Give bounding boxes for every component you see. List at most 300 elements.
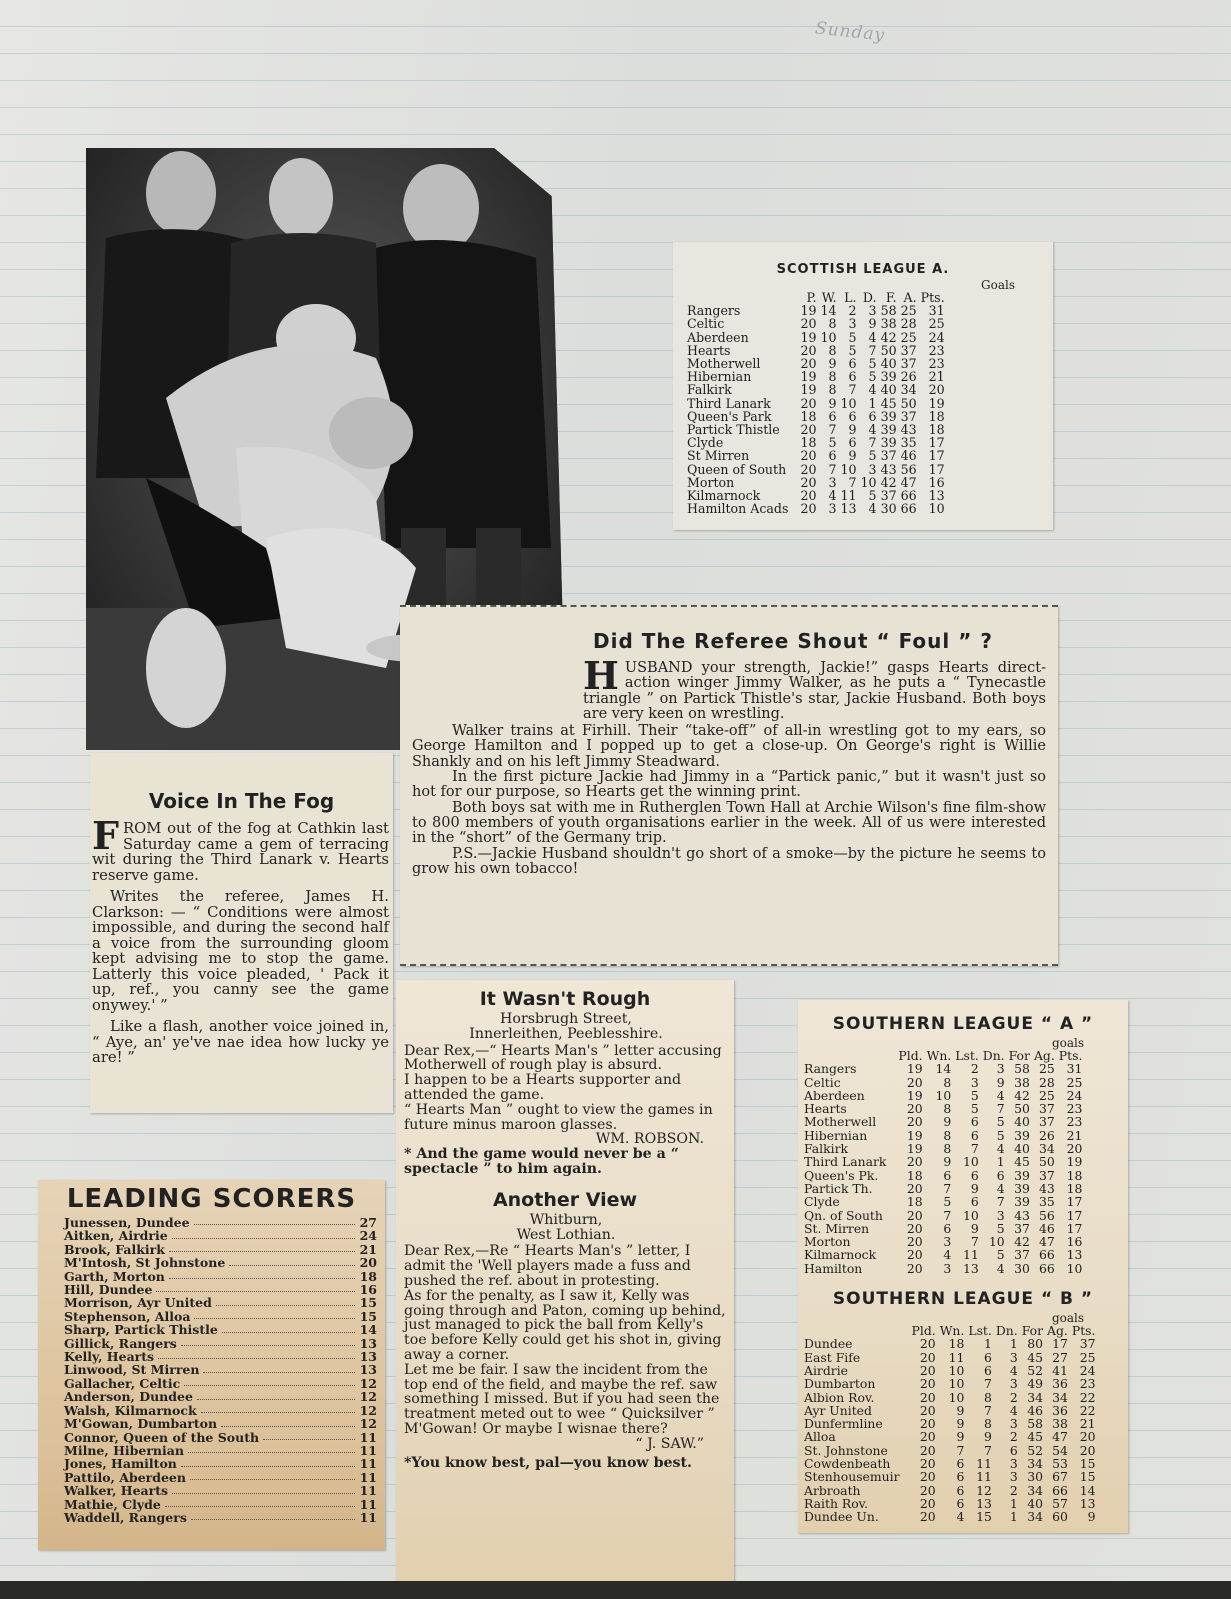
table-row (802, 1510, 1097, 1523)
stat-cell: 34 (900, 382, 917, 398)
stat-cell: 20 (800, 448, 817, 464)
scorer-row (38, 1404, 385, 1417)
leader-dots (169, 1243, 355, 1252)
scorer-name: M'Gowan, Dumbarton (64, 1416, 218, 1432)
voice-story-dropcap: F (92, 813, 119, 858)
stat-cell: 24 (928, 329, 945, 345)
team-name: Celtic (804, 1074, 841, 1090)
team-name: Hamilton (804, 1260, 863, 1276)
stat-cell: 5 (996, 1220, 1005, 1236)
scorer-row (38, 1229, 385, 1242)
stat-cell: 46 (1027, 1402, 1044, 1418)
team-name: Hibernian (687, 369, 752, 385)
stat-cell: 21 (1079, 1416, 1096, 1432)
stat-cell: 36 (1052, 1402, 1068, 1418)
stat-cell: 49 (1027, 1376, 1044, 1392)
stat-cell: 1 (983, 1336, 992, 1352)
voice-story-para3: Like a flash, another voice joined in, “ Aye, an' ye've nae idea how lucky ye are! ” (92, 1018, 389, 1066)
scorer-name: Anderson, Dundee (64, 1389, 193, 1405)
stat-cell: 20 (906, 1247, 923, 1263)
table-row (685, 331, 947, 344)
stat-cell: 20 (919, 1336, 936, 1352)
stat-cell: 7 (943, 1207, 952, 1223)
stat-cell: 3 (943, 1260, 952, 1276)
stat-cell: 42 (1014, 1087, 1030, 1103)
voice-in-the-fog-clipping (90, 753, 393, 1113)
scorer-row (38, 1323, 385, 1336)
stat-cell: 20 (919, 1389, 936, 1405)
stat-cell: 14 (820, 303, 837, 319)
column-header: Lst. (968, 1323, 992, 1339)
leader-dots (197, 1390, 355, 1399)
stat-cell: 25 (1038, 1061, 1055, 1077)
column-header: L. (844, 290, 857, 305)
stat-cell: 7 (868, 342, 877, 358)
scorer-name: Garth, Morton (64, 1268, 165, 1284)
letter2-headline: Another View (492, 1188, 638, 1211)
stat-cell: 3 (943, 1234, 952, 1250)
referee-story-para1: USBAND your strength, Jackie!” gasps Hearts direct-action winger Jimmy Walker, as he puts a “ Tynecastle triangle ” on Partick Thistle's star, Jackie Husband. Both boys are very keen on wrestling. (583, 660, 1046, 722)
team-name: Aberdeen (687, 329, 749, 345)
table-row (685, 317, 947, 330)
stat-cell: 34 (1027, 1509, 1044, 1525)
stat-cell: 39 (880, 408, 897, 424)
stat-cell: 5 (943, 1194, 952, 1210)
stat-cell: 19 (928, 395, 945, 411)
referee-story-lead (583, 653, 1046, 722)
stat-cell: 20 (919, 1402, 936, 1418)
table-row (802, 1444, 1097, 1457)
stat-cell: 4 (996, 1141, 1005, 1157)
stat-cell: 4 (996, 1260, 1005, 1276)
stat-cell: 39 (880, 369, 897, 385)
scorer-name: Gallacher, Celtic (64, 1375, 181, 1391)
table-row (802, 1377, 1097, 1390)
scorer-name: M'Intosh, St Johnstone (64, 1255, 226, 1271)
stat-cell: 39 (880, 435, 897, 451)
stat-cell: 8 (943, 1074, 952, 1090)
column-header: A. (903, 290, 917, 305)
stat-cell: 25 (928, 316, 945, 332)
stat-cell: 5 (848, 342, 857, 358)
scorer-goals: 27 (359, 1215, 377, 1230)
team-name: East Fife (804, 1349, 861, 1365)
stat-cell: 13 (976, 1495, 992, 1511)
stat-cell: 56 (900, 461, 917, 477)
leader-dots (184, 1377, 355, 1386)
stat-cell: 6 (956, 1469, 965, 1485)
letter2-para1: Dear Rex,—Re “ Hearts Man's ” letter, I admit the 'Well players made a fuss and pushed the ref. about in protesting. (404, 1243, 691, 1289)
stat-cell: 3 (868, 461, 877, 477)
stat-cell: 10 (948, 1376, 965, 1392)
stat-cell: 17 (1066, 1194, 1083, 1210)
stat-cell: 5 (868, 448, 877, 464)
stat-cell: 1 (1009, 1509, 1018, 1525)
stat-cell: 37 (900, 356, 917, 372)
league-a-goals-label: Goals (981, 278, 1015, 292)
stat-cell: 7 (983, 1402, 992, 1418)
team-name: Partick Thistle (687, 422, 780, 438)
stat-cell: 10 (962, 1207, 979, 1223)
stat-cell: 20 (906, 1180, 923, 1196)
scorer-row (38, 1417, 385, 1430)
stat-cell: 37 (1079, 1336, 1096, 1352)
stat-cell: 6 (848, 369, 857, 385)
scorer-goals: 12 (359, 1416, 377, 1432)
stat-cell: 7 (983, 1442, 992, 1458)
southern-a-body (802, 1062, 1084, 1275)
voice-story-para2: Writes the referee, James H. Clarkson: — “ Conditions were almost impossible, and during the second half a voice from the surrounding gloom kept advising me to stop the game. Latterly this voice pleaded, ' Pack it up, ref., you canny see the game onywey.' ” (92, 888, 389, 1014)
stat-cell: 17 (1066, 1220, 1083, 1236)
stat-cell: 39 (1014, 1127, 1030, 1143)
scorer-name: Connor, Queen of the South (64, 1429, 260, 1445)
leader-dots (158, 1350, 355, 1359)
stat-cell: 8 (983, 1389, 992, 1405)
referee-story-headline: Did The Referee Shout “ Foul ” ? (593, 629, 993, 653)
table-row (802, 1497, 1097, 1510)
column-header: W. (821, 290, 837, 305)
stat-cell: 20 (919, 1482, 936, 1498)
stat-cell: 46 (900, 448, 917, 464)
column-header: Dn. (982, 1048, 1005, 1063)
stat-cell: 1 (1009, 1336, 1018, 1352)
leader-dots (156, 1283, 355, 1292)
team-name: Falkirk (687, 382, 732, 398)
team-name: Kilmarnock (687, 488, 761, 504)
southern-leagues-clipping (798, 1000, 1128, 1533)
team-name: Qn. of South (804, 1207, 883, 1223)
stat-cell: 43 (1014, 1207, 1030, 1223)
scorer-goals: 14 (359, 1322, 377, 1338)
stat-cell: 9 (970, 1180, 979, 1196)
column-header: P. (806, 290, 817, 305)
stat-cell: 50 (880, 342, 897, 358)
stat-cell: 37 (1038, 1101, 1055, 1117)
letter1-editor-note: * And the game would never be a “ spectacle ” to him again. (404, 1146, 679, 1177)
stat-cell: 5 (868, 356, 877, 372)
stat-cell: 7 (983, 1376, 992, 1392)
stat-cell: 67 (1052, 1469, 1068, 1485)
stat-cell: 20 (906, 1260, 923, 1276)
stat-cell: 6 (983, 1349, 992, 1365)
stat-cell: 56 (1038, 1207, 1055, 1223)
stat-cell: 4 (996, 1087, 1005, 1103)
stat-cell: 52 (1027, 1362, 1044, 1378)
scorer-row (38, 1363, 385, 1376)
stat-cell: 17 (1052, 1336, 1068, 1352)
stat-cell: 18 (800, 408, 817, 424)
stat-cell: 7 (828, 461, 837, 477)
stat-cell: 43 (880, 461, 897, 477)
stat-cell: 10 (1066, 1260, 1083, 1276)
southern-a-header-row (802, 1049, 1084, 1062)
stat-cell: 8 (943, 1127, 952, 1143)
team-name: Clyde (687, 435, 724, 451)
stat-cell: 37 (900, 342, 917, 358)
stat-cell: 8 (983, 1416, 992, 1432)
stat-cell: 3 (828, 501, 837, 517)
stat-cell: 34 (1027, 1456, 1044, 1472)
stat-cell: 6 (996, 1167, 1005, 1183)
letter1-headline: It Wasn't Rough (479, 988, 651, 1010)
scorer-goals: 11 (359, 1496, 377, 1512)
stat-cell: 6 (970, 1127, 979, 1143)
stat-cell: 13 (1066, 1247, 1083, 1263)
letter1-signature: WM. ROBSON. (595, 1131, 704, 1148)
pencil-note: Sunday (814, 18, 887, 46)
leader-dots (194, 1310, 355, 1319)
table-row (802, 1337, 1097, 1350)
scorer-row (38, 1270, 385, 1283)
league-a-grid (685, 291, 947, 515)
team-name: St. Mirren (804, 1220, 870, 1236)
stat-cell: 35 (900, 435, 917, 451)
team-name: Morton (687, 474, 735, 490)
stat-cell: 54 (1052, 1442, 1068, 1458)
leader-dots (221, 1417, 355, 1426)
scorer-goals: 11 (359, 1509, 377, 1525)
scorer-row (38, 1350, 385, 1363)
stat-cell: 9 (1087, 1509, 1096, 1525)
table-row (802, 1470, 1097, 1483)
stat-cell: 7 (943, 1180, 952, 1196)
stat-cell: 25 (1066, 1074, 1083, 1090)
scorer-goals: 11 (359, 1456, 377, 1472)
stat-cell: 11 (976, 1456, 992, 1472)
scorer-name: Stephenson, Alloa (64, 1308, 191, 1324)
team-name: Motherwell (687, 356, 761, 372)
team-name: Dumbarton (804, 1376, 876, 1392)
stat-cell: 20 (928, 382, 945, 398)
team-name: Albion Rov. (804, 1389, 875, 1405)
stat-cell: 3 (996, 1207, 1005, 1223)
southern-b-grid (802, 1324, 1097, 1523)
team-name: Rangers (687, 303, 741, 319)
scorer-goals: 12 (359, 1375, 377, 1391)
team-name: Dundee (804, 1336, 853, 1352)
team-name: Hearts (687, 342, 731, 358)
team-name: Third Lanark (687, 395, 771, 411)
table-row (802, 1155, 1084, 1168)
stat-cell: 20 (919, 1509, 936, 1525)
stat-cell: 7 (956, 1442, 965, 1458)
scorer-goals: 13 (359, 1362, 377, 1378)
scorer-name: Walker, Hearts (64, 1483, 169, 1499)
team-name: Clyde (804, 1194, 840, 1210)
team-name: Queen's Pk. (804, 1167, 879, 1183)
header-blank (802, 1324, 910, 1337)
stat-cell: 27 (1052, 1349, 1068, 1365)
stat-cell: 18 (948, 1336, 965, 1352)
stat-cell: 20 (919, 1429, 936, 1445)
referee-story-dropcap: H (583, 653, 619, 698)
stat-cell: 20 (919, 1495, 936, 1511)
leader-dots (169, 1270, 355, 1279)
stat-cell: 9 (828, 395, 837, 411)
stat-cell: 20 (919, 1362, 936, 1378)
stat-cell: 66 (1052, 1482, 1068, 1498)
column-header: D. (862, 290, 877, 305)
stat-cell: 58 (1014, 1061, 1030, 1077)
stat-cell: 7 (970, 1234, 979, 1250)
scorer-goals: 18 (359, 1268, 377, 1284)
column-header: Ag. (1047, 1323, 1068, 1339)
leader-dots (172, 1484, 355, 1493)
scorer-row (38, 1471, 385, 1484)
letter2-address-line2: West Lothian. (516, 1226, 616, 1243)
team-name: Raith Rov. (804, 1495, 869, 1511)
column-header: Pts. (1058, 1048, 1083, 1063)
leader-dots (188, 1444, 355, 1453)
stat-cell: 5 (996, 1247, 1005, 1263)
stat-cell: 3 (1009, 1469, 1018, 1485)
stat-cell: 3 (828, 474, 837, 490)
stat-cell: 4 (1009, 1362, 1018, 1378)
stat-cell: 10 (988, 1234, 1005, 1250)
stat-cell: 15 (1079, 1456, 1096, 1472)
stat-cell: 9 (943, 1114, 952, 1130)
letter1-para1: Dear Rex,—“ Hearts Man's ” letter accusing Motherwell of rough play is absurd. (404, 1042, 722, 1074)
stat-cell: 80 (1027, 1336, 1044, 1352)
team-name: Aberdeen (804, 1087, 865, 1103)
stat-cell: 30 (1014, 1260, 1030, 1276)
stat-cell: 20 (800, 316, 817, 332)
stat-cell: 34 (1027, 1482, 1044, 1498)
southern-a-goals-label: goals (1051, 1036, 1084, 1050)
stat-cell: 50 (1038, 1154, 1055, 1170)
scorer-goals: 20 (359, 1255, 377, 1271)
stat-cell: 15 (1079, 1469, 1096, 1485)
stat-cell: 38 (880, 316, 897, 332)
stat-cell: 39 (1014, 1167, 1030, 1183)
stat-cell: 39 (880, 422, 897, 438)
table-row (802, 1430, 1097, 1443)
table-row (685, 463, 947, 476)
column-header: Pts. (920, 290, 945, 305)
stat-cell: 10 (860, 474, 877, 490)
stat-cell: 16 (1066, 1234, 1083, 1250)
scorer-name: Sharp, Partick Thistle (64, 1322, 218, 1338)
stat-cell: 40 (880, 356, 897, 372)
team-name: Partick Th. (804, 1180, 873, 1196)
stat-cell: 20 (906, 1154, 923, 1170)
stat-cell: 8 (828, 369, 837, 385)
stat-cell: 5 (970, 1101, 979, 1117)
leader-dots (216, 1296, 355, 1305)
team-name: St Mirren (687, 448, 750, 464)
stat-cell: 4 (943, 1247, 952, 1263)
southern-b-goals-label: goals (1051, 1311, 1084, 1326)
table-row (802, 1129, 1084, 1142)
team-name: Queen of South (687, 461, 787, 477)
table-row (802, 1062, 1084, 1075)
team-name: St. Johnstone (804, 1442, 888, 1458)
table-row (685, 449, 947, 462)
stat-cell: 7 (848, 474, 857, 490)
stat-cell: 6 (848, 356, 857, 372)
leader-dots (203, 1363, 355, 1372)
team-name: Third Lanark (804, 1154, 887, 1170)
stat-cell: 17 (928, 448, 945, 464)
stat-cell: 1 (1009, 1495, 1018, 1511)
stat-cell: 6 (848, 435, 857, 451)
stat-cell: 18 (1066, 1167, 1083, 1183)
scorer-row (38, 1283, 385, 1296)
stat-cell: 45 (1027, 1349, 1044, 1365)
stat-cell: 20 (919, 1456, 936, 1472)
stat-cell: 37 (1038, 1167, 1055, 1183)
stat-cell: 9 (868, 316, 877, 332)
stat-cell: 23 (928, 342, 945, 358)
scorer-goals: 15 (359, 1295, 377, 1311)
scorer-name: Mathie, Clyde (64, 1496, 161, 1512)
stat-cell: 9 (956, 1416, 965, 1432)
southern-a-grid (802, 1049, 1084, 1275)
team-name: Dundee Un. (804, 1509, 879, 1525)
scorer-row (38, 1337, 385, 1350)
team-name: Hearts (804, 1101, 847, 1117)
stat-cell: 38 (1014, 1074, 1030, 1090)
team-name: Dunfermline (804, 1416, 883, 1432)
stat-cell: 47 (1052, 1429, 1068, 1445)
stat-cell: 10 (935, 1087, 952, 1103)
stat-cell: 45 (880, 395, 897, 411)
stat-cell: 30 (1027, 1469, 1044, 1485)
column-header: Pld. (911, 1323, 936, 1339)
stat-cell: 45 (1027, 1429, 1044, 1445)
scorer-row (38, 1498, 385, 1511)
stat-cell: 46 (1038, 1220, 1055, 1236)
stat-cell: 34 (1027, 1389, 1044, 1405)
team-name: Rangers (804, 1061, 857, 1077)
stat-cell: 11 (962, 1247, 979, 1263)
stat-cell: 57 (1052, 1495, 1068, 1511)
scottish-league-a-table (673, 242, 1053, 530)
table-row (802, 1351, 1097, 1364)
stat-cell: 6 (848, 408, 857, 424)
stat-cell: 4 (956, 1509, 965, 1525)
letter2-editor-note: *You know best, pal—you know best. (404, 1454, 692, 1471)
stat-cell: 6 (868, 408, 877, 424)
stat-cell: 23 (1066, 1114, 1083, 1130)
stat-cell: 20 (919, 1469, 936, 1485)
table-row (802, 1089, 1084, 1102)
stat-cell: 26 (900, 369, 917, 385)
stat-cell: 10 (948, 1362, 965, 1378)
stat-cell: 20 (1079, 1442, 1096, 1458)
stat-cell: 2 (1009, 1482, 1018, 1498)
southern-a-title: SOUTHERN LEAGUE “ A ” (832, 1014, 1094, 1034)
scorer-row (38, 1390, 385, 1403)
stat-cell: 13 (962, 1260, 979, 1276)
scorer-goals: 11 (359, 1429, 377, 1445)
stat-cell: 23 (928, 356, 945, 372)
table-row (802, 1182, 1084, 1195)
scorers-list (38, 1216, 385, 1524)
table-row (802, 1364, 1097, 1377)
scorer-row (38, 1243, 385, 1256)
stat-cell: 24 (1066, 1087, 1083, 1103)
leading-scorers-clipping (38, 1180, 385, 1550)
stat-cell: 36 (1052, 1376, 1068, 1392)
stat-cell: 20 (906, 1114, 923, 1130)
scorer-name: Hill, Dundee (64, 1282, 153, 1298)
stat-cell: 8 (943, 1101, 952, 1117)
referee-story-para2: Walker trains at Firhill. Their “take-off” of all-in wrestling got to my ears, so George Hamilton and I popped up to get a close-up. On George's right is Willie Shankly and on his left Jimmy Steadward. (412, 723, 1046, 770)
stat-cell: 43 (1038, 1180, 1055, 1196)
stat-cell: 41 (1052, 1362, 1068, 1378)
stat-cell: 19 (906, 1061, 923, 1077)
